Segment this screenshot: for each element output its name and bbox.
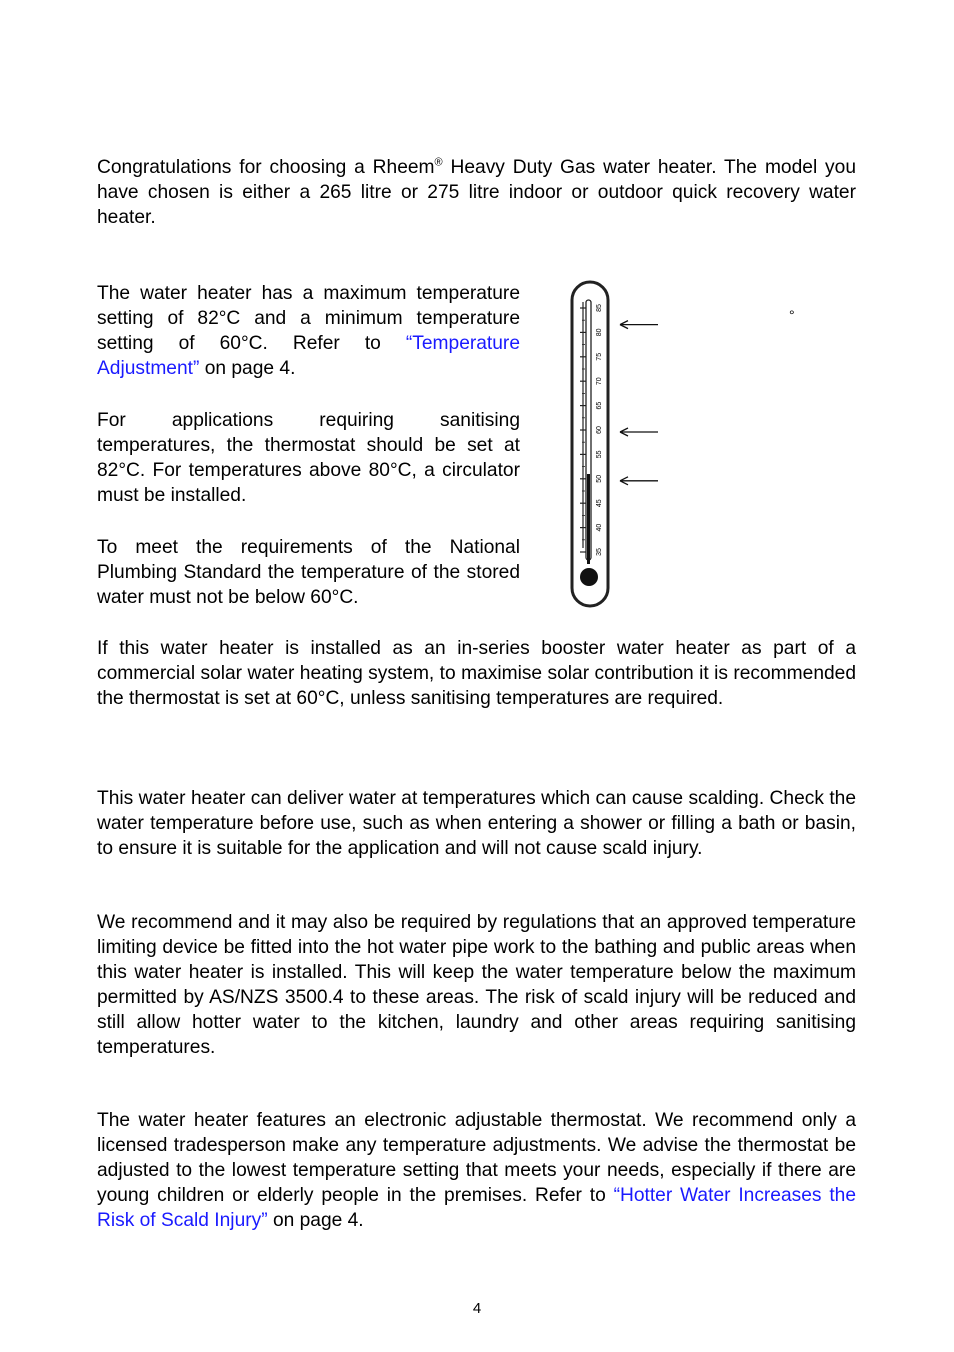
tick-label-70: 70 — [596, 377, 603, 386]
tick-label-85: 85 — [596, 304, 603, 312]
temperature-range-paragraph — [97, 281, 520, 381]
sanitising-paragraph: For applications requiring sanitising temperatures, the thermostat should be set at 82°C. For temperatures above 80°C, a circulator must be installed. — [97, 410, 520, 506]
plumbing-standard-paragraph: To meet the requirements of the National Plumbing Standard the temperature of the stored water must not be below 60°C. — [97, 537, 520, 608]
booster-paragraph: If this water heater is installed as an in-series booster water heater as part of a commercial solar water heating system, to maximise solar contribution it is recommended the thermostat is set at 60°C, unless sanitising temperatures are required. — [97, 638, 856, 709]
thermostat-adjustment-paragraph — [97, 1108, 856, 1233]
arrow-60 — [620, 428, 658, 436]
intro-text-1: Congratulations for choosing a Rheem — [97, 157, 435, 178]
temperature-adjustment-link[interactable]: “Temperature Adjustment” — [97, 333, 520, 379]
tick-label-50: 50 — [596, 474, 603, 483]
temp-range-text-end: on page 4. — [199, 358, 296, 379]
tick-label-55: 55 — [596, 450, 603, 459]
registered-mark: ® — [434, 156, 443, 169]
degree-mark: ° — [789, 307, 795, 323]
tick-label-75: 75 — [596, 352, 603, 361]
tick-label-40: 40 — [596, 523, 603, 532]
limiting-device-paragraph: We recommend and it may also be required by regulations that an approved temperature limiting device be fitted into the hot water pipe work to the bathing and public areas when this water heater is installed. This will keep the water temperature below the maximum permitted by AS/NZS 3500.4 to these areas. The risk of scald injury will be reduced and still allow hotter water to the kitchen, laundry and other areas requiring sanitising temperatures. — [97, 912, 856, 1058]
adjustment-text-end: on page 4. — [267, 1210, 364, 1231]
tick-label-45: 45 — [596, 499, 603, 508]
tick-label-35: 35 — [596, 548, 603, 556]
thermometer-bulb — [580, 568, 598, 586]
temp-range-text: The water heater has a maximum temperature setting of 82°C and a minimum temperature setting of 60°C. Refer to — [97, 283, 520, 354]
tick-label-80: 80 — [596, 328, 603, 337]
adjustment-text: The water heater features an electronic adjustable thermostat. We recommend only a licensed tradesperson make any temperature adjustments. We advise the thermostat be adjusted to the lowest temperature setting that meets your needs, especially if there are young children or elderly people in the premises. Refer to — [97, 1110, 856, 1206]
thermometer-diagram — [560, 278, 820, 610]
intro-text-2: Heavy Duty Gas water heater. The model you have chosen is either a 265 litre or 275 litre indoor or outdoor quick recovery water heater. — [97, 157, 856, 228]
intro-paragraph — [97, 155, 856, 230]
page-number: 4 — [472, 1300, 482, 1317]
arrow-group — [620, 321, 658, 485]
arrow-50 — [620, 477, 658, 485]
arrow-82 — [620, 321, 658, 329]
thermometer-mercury — [587, 474, 590, 564]
tick-label-65: 65 — [596, 401, 603, 410]
tick-label-60: 60 — [596, 426, 603, 434]
scald-warning-paragraph: This water heater can deliver water at temperatures which can cause scalding. Check the water temperature before use, such as when entering a shower or filling a bath or basin, to ensure it is suitable for the application and will not cause scald injury. — [97, 788, 856, 859]
scald-risk-link[interactable]: “Hotter Water Increases the Risk of Scald Injury” — [97, 1185, 856, 1231]
